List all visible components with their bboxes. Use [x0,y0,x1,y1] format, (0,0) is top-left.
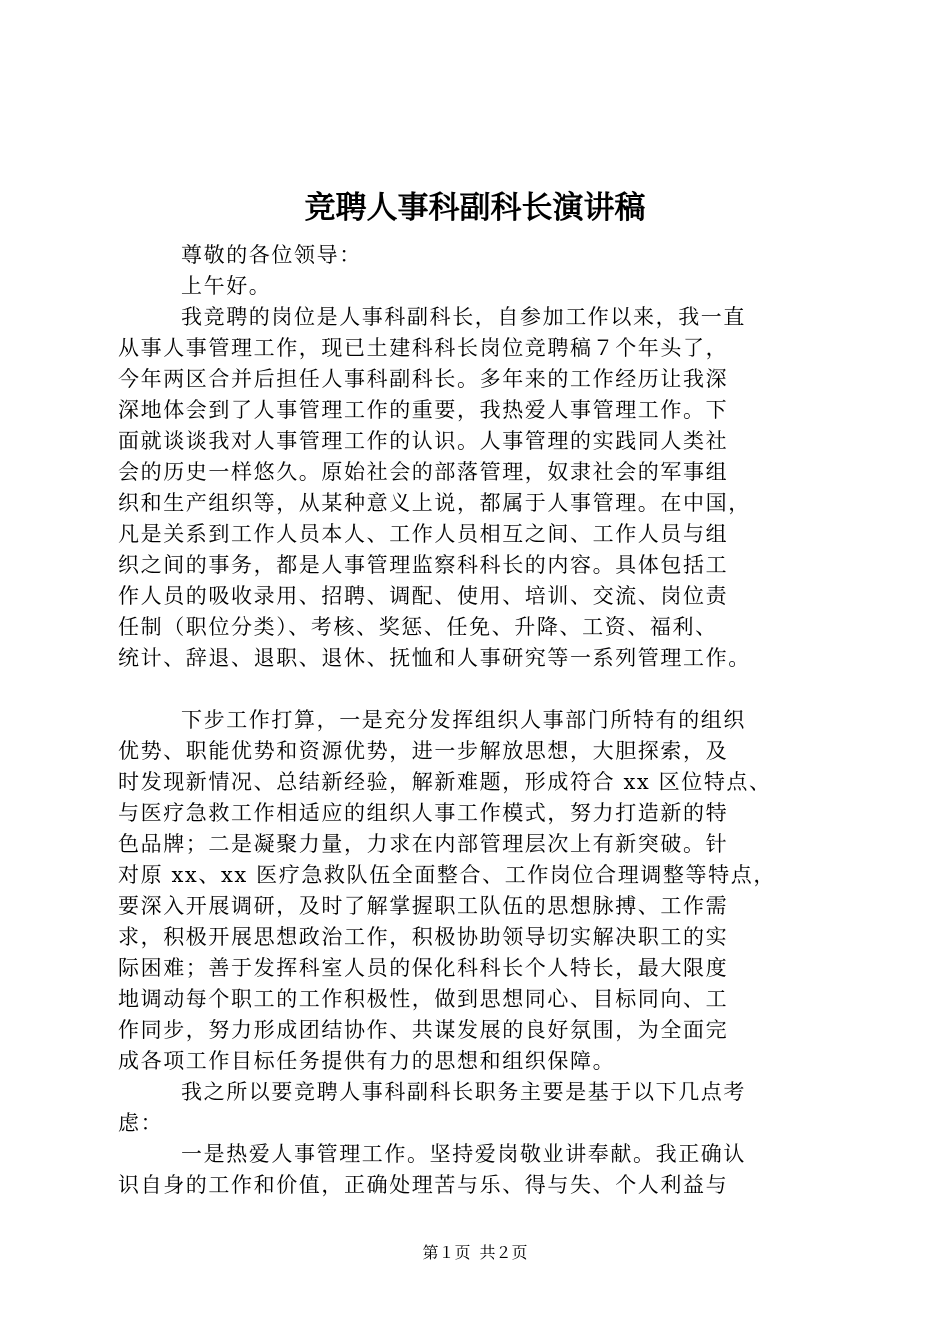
greeting: 上午好。 [181,274,272,298]
paragraph-line: 会的历史一样悠久。原始社会的部落管理，奴隶社会的军事组 [118,460,729,484]
paragraph-line: 深地体会到了人事管理工作的重要，我热爱人事管理工作。下 [118,398,729,422]
paragraph-line: 一是热爱人事管理工作。坚持爱岗敬业讲奉献。我正确认 [181,1142,746,1166]
paragraph-1 [118,302,838,674]
paragraph-spacer [118,674,838,705]
document-body [118,240,838,1201]
paragraph-line: 对原 xx、xx 医疗急救队伍全面整合、工作岗位合理调整等特点， [118,863,776,887]
paragraph-line: 织之间的事务，都是人事管理监察科科长的内容。具体包括工 [118,553,729,577]
paragraph-line: 虑： [118,1111,164,1135]
paragraph-line: 作人员的吸收录用、招聘、调配、使用、培训、交流、岗位责 [118,584,729,608]
paragraph-line: 际困难；善于发挥科室人员的保化科科长个人特长，最大限度 [118,956,729,980]
paragraph-line: 识自身的工作和价值，正确处理苦与乐、得与失、个人利益与 [118,1173,729,1197]
paragraph-line: 从事人事管理工作，现已土建科科长岗位竞聘稿７个年头了， [118,336,729,360]
paragraph-line: 求，积极开展思想政治工作，积极协助领导切实解决职工的实 [118,925,729,949]
paragraph-line: 我竞聘的岗位是人事科副科长，自参加工作以来，我一直 [181,305,746,329]
paragraph-4 [118,1139,838,1201]
salutation: 尊敬的各位领导： [181,243,362,267]
paragraph-line: 优势、职能优势和资源优势，进一步解放思想，大胆探索，及 [118,739,729,763]
paragraph-2 [118,705,838,1077]
page-number-current: 第１页 [422,1243,471,1262]
paragraph-line: 今年两区合并后担任人事科副科长。多年来的工作经历让我深 [118,367,729,391]
paragraph-line: 成各项工作目标任务提供有力的思想和组织保障。 [118,1049,616,1073]
paragraph-line: 作同步，努力形成团结协作、共谋发展的良好氛围，为全面完 [118,1018,729,1042]
paragraph-line: 凡是关系到工作人员本人、工作人员相互之间、工作人员与组 [118,522,729,546]
paragraph-line: 面就谈谈我对人事管理工作的认识。人事管理的实践同人类社 [118,429,729,453]
paragraph-line: 我之所以要竞聘人事科副科长职务主要是基于以下几点考 [181,1080,746,1104]
paragraph-line: 统计、辞退、退职、退休、抚恤和人事研究等一系列管理工作。 [118,646,751,670]
paragraph-line: 色品牌；二是凝聚力量，力求在内部管理层次上有新突破。针 [118,832,729,856]
page-footer [0,1242,950,1264]
document-title: 竞聘人事科副科长演讲稿 [304,190,646,226]
paragraph-line: 地调动每个职工的工作积极性，做到思想同心、目标同向、工 [118,987,729,1011]
paragraph-line: 织和生产组织等，从某种意义上说，都属于人事管理。在中国， [118,491,751,515]
paragraph-line: 时发现新情况、总结新经验，解新难题，形成符合 xx 区位特点、 [118,770,772,794]
paragraph-line: 要深入开展调研，及时了解掌握职工队伍的思想脉搏、工作需 [118,894,729,918]
paragraph-line: 与医疗急救工作相适应的组织人事工作模式，努力打造新的特 [118,801,729,825]
paragraph-line: 任制（职位分类）、考核、奖惩、任免、升降、工资、福利、 [118,615,718,639]
paragraph-line: 下步工作打算，一是充分发挥组织人事部门所特有的组织 [181,708,746,732]
paragraph-3 [118,1077,838,1139]
page-number-total: 共２页 [479,1243,528,1262]
